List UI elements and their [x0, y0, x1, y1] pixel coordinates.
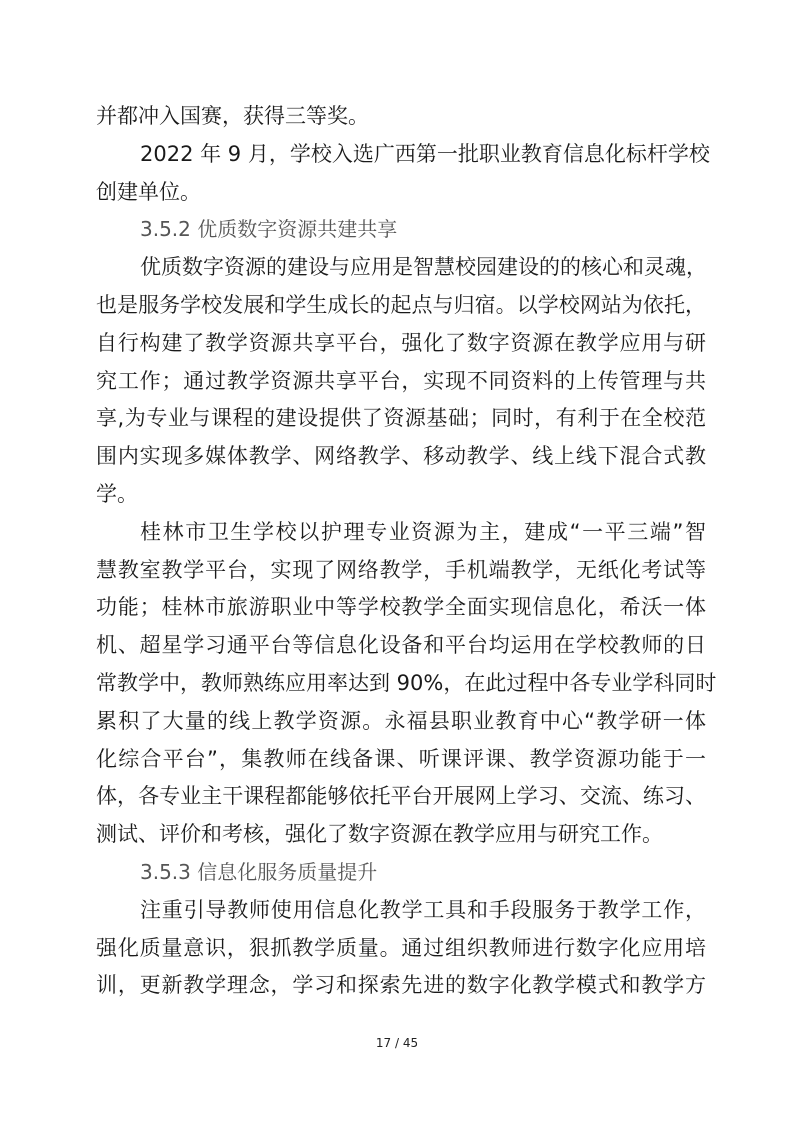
text-line: 自行构建了教学资源共享平台，强化了数字资源在教学应用与研 [96, 330, 706, 355]
text-line: 享,为专业与课程的建设提供了资源基础；同时，有利于在全校范 [96, 406, 706, 431]
text-line: 累积了大量的线上教学资源。永福县职业教育中心“教学研一体 [96, 708, 706, 733]
document-body [96, 98, 717, 1005]
text-line: 功能；桂林市旅游职业中等学校教学全面实现信息化，希沃一体 [96, 595, 706, 620]
text-line: 创建单位。 [96, 179, 201, 204]
page-number: 17 / 45 [375, 1036, 419, 1050]
text-line: 常教学中，教师熟练应用率达到 90%，在此过程中各专业学科同时 [96, 670, 717, 695]
text-line: 强化质量意识，狠抓教学质量。通过组织教师进行数字化应用培 [96, 935, 706, 960]
text-line: 并都冲入国赛，获得三等奖。 [96, 104, 369, 128]
text-line: 优质数字资源的建设与应用是智慧校园建设的的核心和灵魂， [140, 255, 707, 280]
text-line: 注重引导教师使用信息化教学工具和手段服务于教学工作， [140, 897, 706, 922]
text-line: 究工作；通过教学资源共享平台，实现不同资料的上传管理与共 [96, 368, 706, 393]
text-line: 测试、评价和考核，强化了数字资源在教学应用与研究工作。 [96, 822, 663, 847]
text-line: 围内实现多媒体教学、网络教学、移动教学、线上线下混合式教 [96, 444, 706, 469]
text-line: 化综合平台”，集教师在线备课、听课评课、教学资源功能于一 [96, 746, 706, 771]
text-line: 慧教室教学平台，实现了网络教学，手机端教学，无纸化考试等 [96, 557, 706, 582]
section-heading: 3.5.2 优质数字资源共建共享 [140, 217, 398, 242]
section-heading: 3.5.3 信息化服务质量提升 [140, 859, 378, 884]
text-line: 体，各专业主干课程都能够依托平台开展网上学习、交流、练习、 [96, 784, 706, 809]
text-line: 也是服务学校发展和学生成长的起点与归宿。以学校网站为依托， [96, 292, 706, 317]
text-line: 机、超星学习通平台等信息化设备和平台均运用在学校教师的日 [96, 633, 706, 658]
text-line: 2022 年 9 月，学校入选广西第一批职业教育信息化标杆学校 [140, 141, 710, 166]
text-line: 训，更新教学理念，学习和探索先进的数字化教学模式和教学方 [96, 973, 706, 998]
text-line: 桂林市卫生学校以护理专业资源为主，建成“一平三端”智 [140, 519, 706, 544]
text-line: 学。 [96, 481, 138, 506]
